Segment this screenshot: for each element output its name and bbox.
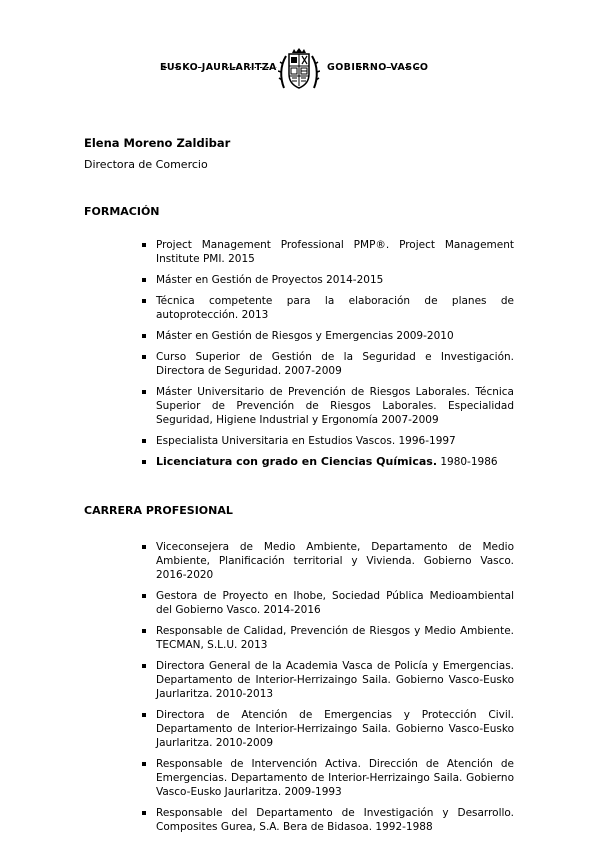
list-item: Técnica competente para la elaboración de planes de autoprotección. 2013	[142, 294, 514, 322]
header-right-text: GOBIERNO VASCO	[327, 62, 429, 73]
coat-of-arms-icon	[278, 48, 320, 92]
list-item: Responsable de Intervención Activa. Dirección de Atención de Emergencias. Departamento de Interior-Herrizaingo Saila. Gobierno Vasco-Eusko Jaurlaritza. 2009-1993	[142, 757, 514, 799]
bullet-icon	[142, 355, 146, 359]
list-item: Curso Superior de Gestión de la Seguridad e Investigación. Directora de Seguridad. 2007-2009	[142, 350, 514, 378]
bullet-icon	[142, 460, 146, 464]
bullet-icon	[142, 545, 146, 549]
list-item: Responsable de Calidad, Prevención de Riesgos y Medio Ambiente. TECMAN, S.L.U. 2013	[142, 624, 514, 652]
list-item: Directora de Atención de Emergencias y Protección Civil. Departamento de Interior-Herrizaingo Saila. Gobierno Vasco-Eusko Jaurlaritza. 2010-2009	[142, 708, 514, 750]
list-item: Máster en Gestión de Riesgos y Emergencias 2009-2010	[142, 329, 514, 343]
formacion-title: FORMACIÓN	[84, 205, 160, 218]
document-header	[0, 46, 600, 94]
bullet-icon	[142, 664, 146, 668]
bullet-icon	[142, 278, 146, 282]
person-name: Elena Moreno Zaldibar	[84, 136, 231, 150]
list-item: Licenciatura con grado en Ciencias Químicas. 1980-1986	[142, 455, 514, 469]
carrera-list	[142, 540, 514, 841]
list-item: Especialista Universitaria en Estudios Vascos. 1996-1997	[142, 434, 514, 448]
list-item: Gestora de Proyecto en Ihobe, Sociedad Pública Medioambiental del Gobierno Vasco. 2014-2016	[142, 589, 514, 617]
bullet-icon	[142, 594, 146, 598]
list-item: Responsable del Departamento de Investigación y Desarrollo. Composites Gurea, S.A. Bera de Bidasoa. 1992-1988	[142, 806, 514, 834]
bullet-icon	[142, 811, 146, 815]
person-role: Directora de Comercio	[84, 158, 208, 171]
list-item: Viceconsejera de Medio Ambiente, Departamento de Medio Ambiente, Planificación territorial y Vivienda. Gobierno Vasco. 2016-2020	[142, 540, 514, 582]
bullet-icon	[142, 334, 146, 338]
bullet-icon	[142, 299, 146, 303]
bullet-icon	[142, 713, 146, 717]
header-left-text: EUSKO JAURLARITZA	[160, 62, 277, 73]
carrera-title: CARRERA PROFESIONAL	[84, 504, 233, 517]
bullet-icon	[142, 243, 146, 247]
bullet-icon	[142, 439, 146, 443]
bullet-icon	[142, 762, 146, 766]
bullet-icon	[142, 390, 146, 394]
bullet-icon	[142, 629, 146, 633]
formacion-list	[142, 238, 514, 476]
list-item: Directora General de la Academia Vasca de Policía y Emergencias. Departamento de Interior-Herrizaingo Saila. Gobierno Vasco-Eusko Jaurlaritza. 2010-2013	[142, 659, 514, 701]
list-item: Máster Universitario de Prevención de Riesgos Laborales. Técnica Superior de Prevención de Riesgos Laborales. Especialidad Seguridad, Higiene Industrial y Ergonomía 2007-2009	[142, 385, 514, 427]
list-item: Project Management Professional PMP®. Project Management Institute PMI. 2015	[142, 238, 514, 266]
degree-bold-text: Licenciatura con grado en Ciencias Químicas.	[156, 455, 437, 468]
list-item: Máster en Gestión de Proyectos 2014-2015	[142, 273, 514, 287]
